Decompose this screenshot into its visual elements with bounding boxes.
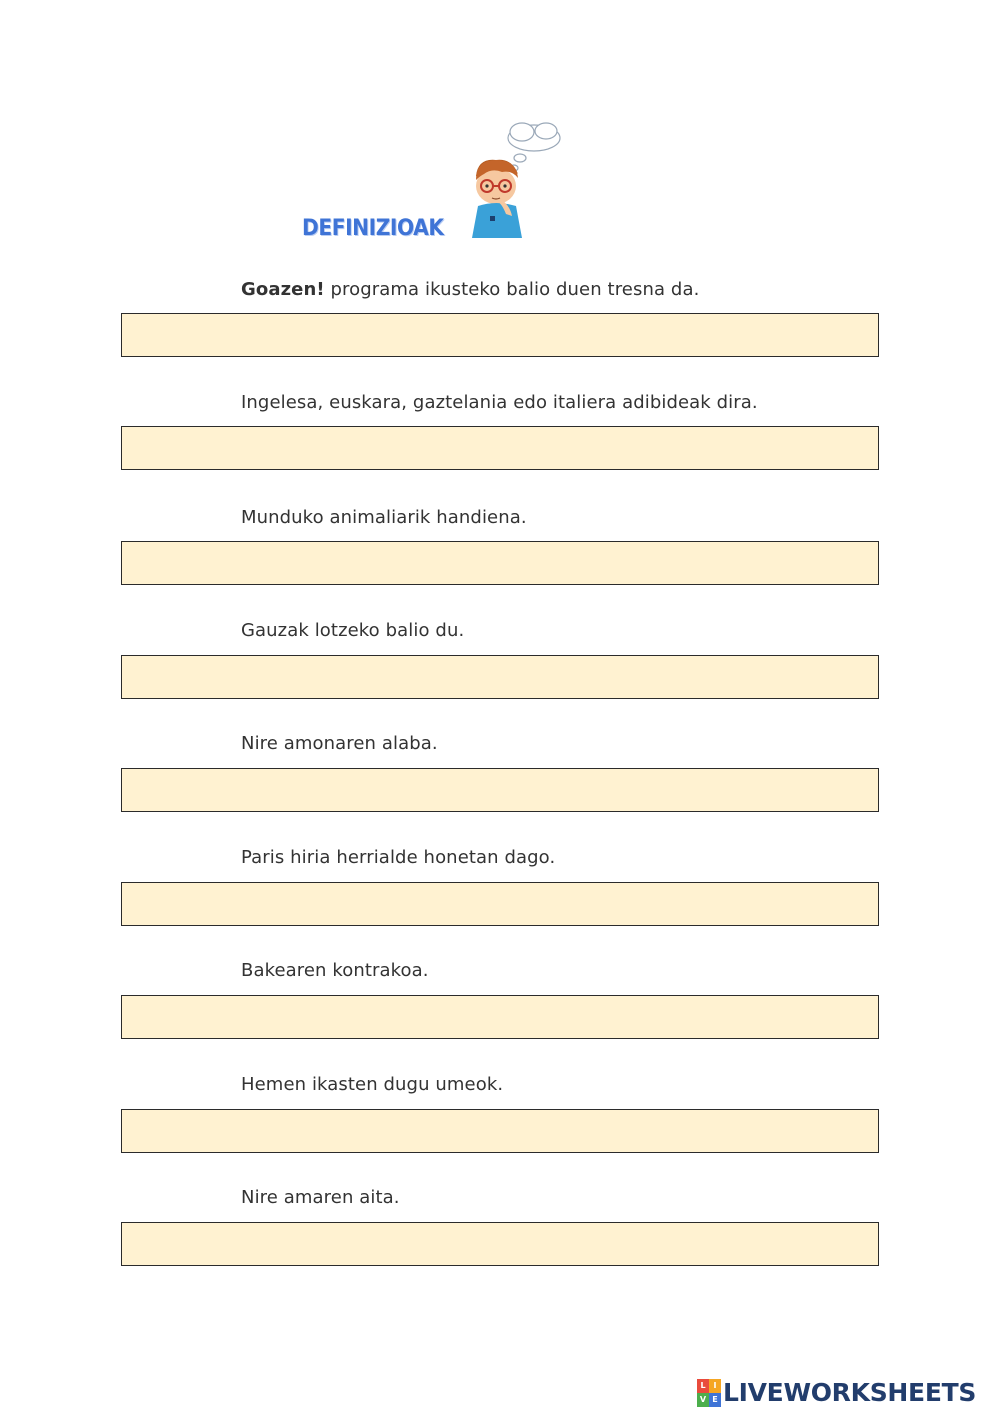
thinking-boy-illustration (462, 118, 566, 242)
page-title: DEFINIZIOAK (302, 216, 444, 241)
question-8: Hemen ikasten dugu umeok. (241, 1074, 504, 1095)
question-4: Gauzak lotzeko balio du. (241, 620, 465, 641)
answer-input-1[interactable] (121, 313, 879, 357)
question-5: Nire amonaren alaba. (241, 733, 438, 754)
question-3: Munduko animaliarik handiena. (241, 507, 527, 528)
answer-input-3[interactable] (121, 541, 879, 585)
answer-input-9[interactable] (121, 1222, 879, 1266)
answer-input-5[interactable] (121, 768, 879, 812)
question-1: Goazen! programa ikusteko balio duen tresna da. (241, 279, 700, 300)
question-2: Ingelesa, euskara, gaztelania edo italiera adibideak dira. (241, 392, 758, 413)
thought-bubble-icon (508, 123, 560, 171)
answer-input-7[interactable] (121, 995, 879, 1039)
answer-input-4[interactable] (121, 655, 879, 699)
answer-input-2[interactable] (121, 426, 879, 470)
brand-name: LIVEWORKSHEETS (723, 1378, 977, 1407)
question-7: Bakearen kontrakoa. (241, 960, 429, 981)
answer-input-8[interactable] (121, 1109, 879, 1153)
liveworksheets-logo-icon: L I V E (697, 1379, 721, 1407)
answer-input-6[interactable] (121, 882, 879, 926)
liveworksheets-logo (697, 1378, 976, 1407)
question-6: Paris hiria herrialde honetan dago. (241, 847, 556, 868)
question-9: Nire amaren aita. (241, 1187, 400, 1208)
